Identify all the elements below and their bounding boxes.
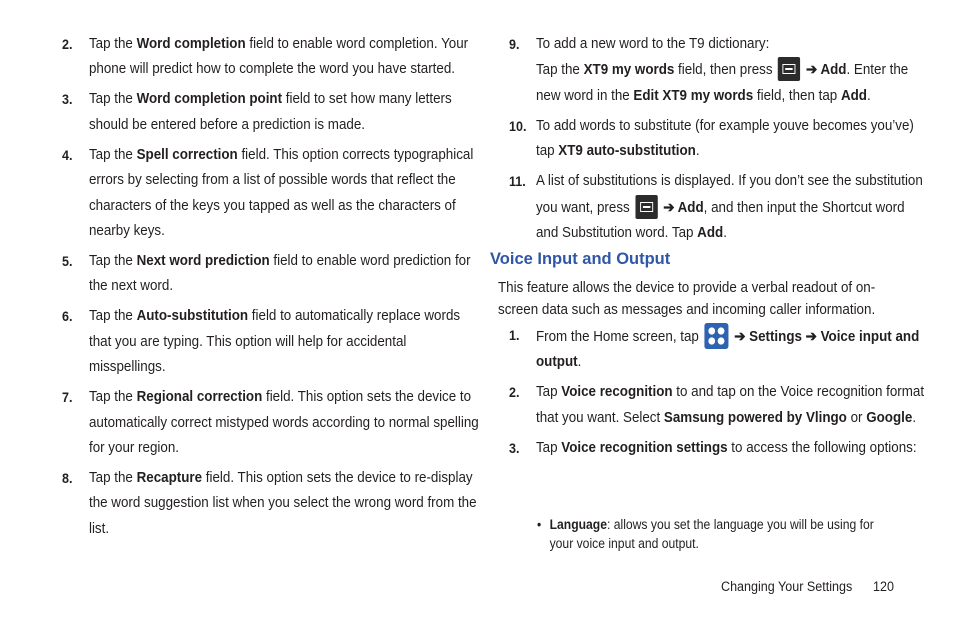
step-number: 10. <box>509 118 527 134</box>
step-number: 3. <box>509 440 520 456</box>
option-name: Recapture <box>136 470 203 487</box>
step-number: 5. <box>62 254 73 270</box>
voice-step-3: 3. Tap Voice recognition settings to access the following options: <box>509 436 927 461</box>
step-10: 10. To add words to substitute (for example youve becomes you’ve) tap XT9 auto-substitution. <box>509 114 927 165</box>
step-number: 3. <box>62 92 73 108</box>
option-name: Next word prediction <box>136 253 270 270</box>
voice-step-2: 2. Tap Voice recognition to and tap on the Voice recognition format that you want. Select Samsung powered by Vlingo or Google. <box>509 380 927 431</box>
step-number: 2. <box>62 37 73 52</box>
option-name: Word completion point <box>136 91 283 108</box>
section-intro: This feature allows the device to provide a verbal readout of on-screen data such as messages and incoming caller information. <box>498 280 876 318</box>
bullet-language <box>537 516 879 553</box>
step-number: 1. <box>509 328 520 343</box>
step-number: 8. <box>62 471 73 487</box>
step-4: 4. Tap the Spell correction field. This option corrects typographical errors by selecting from a list of possible words that reflect the characters of the keys you tapped as well as the characters of nearby keys. <box>62 143 480 245</box>
step-number: 2. <box>509 385 520 401</box>
option-name: Word completion <box>136 36 246 52</box>
voice-step-1: 1. From the Home screen, tap ➔ Settings ➔ Voice input and output. <box>509 323 927 376</box>
option-name: Regional correction <box>136 389 263 406</box>
step-11: 11. A list of substitutions is displayed. If you don’t see the substitution you want, press ➔ Add, and then input the Shortcut word and Substitution word. Tap Add. <box>509 169 927 246</box>
step-6: 6. Tap the Auto-substitution field to automatically replace words that you are typing. This option will help for accidental misspellings. <box>62 304 480 380</box>
bullet-text: Language: allows you set the language you will be using for your voice input and output. <box>549 517 874 551</box>
menu-key-icon <box>778 57 800 81</box>
step-8: 8. Tap the Recapture field. This option sets the device to re-display the word suggestion list when you select the wrong word from the list. <box>62 466 480 542</box>
step-number: 11. <box>509 174 526 190</box>
step-5: 5. Tap the Next word prediction field to enable word prediction for the next word. <box>62 249 480 300</box>
voice-steps <box>509 323 925 466</box>
step-number: 7. <box>62 390 73 406</box>
option-name: Auto-substitution <box>136 308 249 325</box>
step-number: 6. <box>62 309 73 325</box>
step-7: 7. Tap the Regional correction field. This option sets the device to automatically correct mistyped words according to normal spelling for your region. <box>62 385 480 461</box>
menu-key-icon <box>635 195 657 219</box>
step-number: 4. <box>62 147 73 163</box>
page-number: 120 <box>873 579 894 594</box>
step-2: 2. Tap the Word completion field to enable word completion. Your phone will predict how to complete the word you have started. <box>62 32 480 83</box>
left-column <box>62 32 479 547</box>
right-column <box>509 32 923 251</box>
applications-icon <box>704 323 728 349</box>
step-9: 9. To add a new word to the T9 dictionary: Tap the XT9 my words field, then press ➔ Add. Enter the new word in the Edit XT9 my words field, then tap Add. <box>509 32 927 109</box>
step-3: 3. Tap the Word completion point field to set how many letters should be entered before a prediction is made. <box>62 87 480 138</box>
option-name: Spell correction <box>136 146 238 163</box>
step-number: 9. <box>509 37 520 52</box>
footer-section-title: Changing Your Settings <box>721 579 853 594</box>
bullet-dot: • <box>537 517 542 532</box>
section-heading: Voice Input and Output <box>490 250 671 268</box>
